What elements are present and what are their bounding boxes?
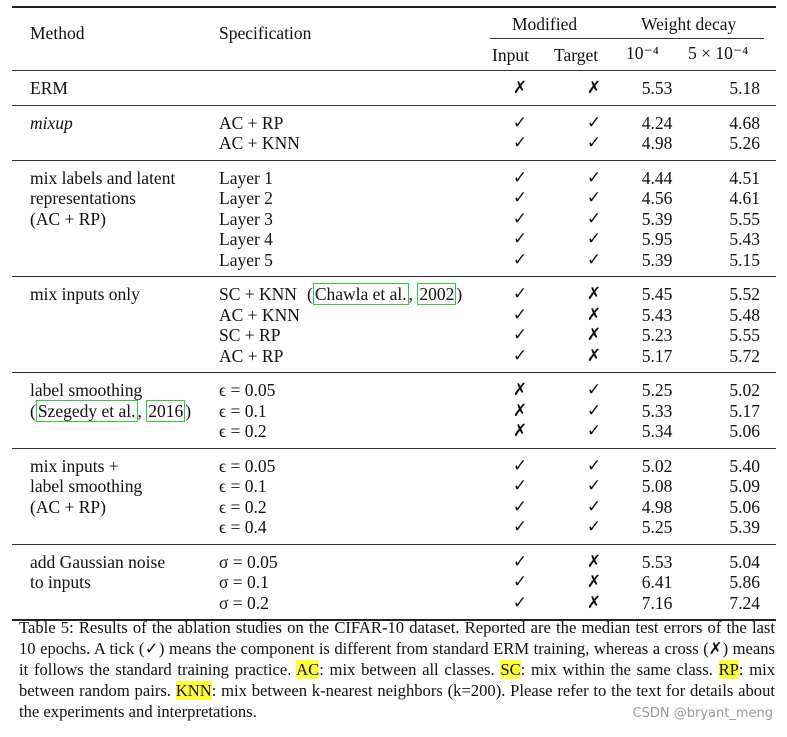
header-weight-decay: Weight decay [641, 14, 737, 34]
table-row [12, 229, 776, 250]
tick-icon: ✓ [586, 400, 602, 421]
caption-sc-def: : mix within the same class. [520, 660, 719, 679]
wd1-value: 5.95 [641, 229, 673, 249]
wd2-value: 5.48 [729, 304, 760, 325]
spec-cell: ϵ = 0.4 [219, 517, 267, 537]
caption-rp-def: : mix between random pairs. [19, 660, 776, 700]
wd1-value: 5.33 [641, 400, 673, 421]
tick-icon: ✓ [512, 284, 528, 304]
wd1-value: 5.43 [641, 304, 673, 325]
table-row [12, 497, 776, 518]
caption-knn: KNN [175, 681, 212, 700]
spec-cell: AC + RP [219, 345, 284, 366]
wd2-value: 5.06 [729, 496, 760, 517]
cross-icon: ✗ [512, 400, 528, 421]
wd2-value: 5.02 [729, 380, 760, 400]
table-row [12, 593, 776, 614]
caption-knn-def: : mix between k-nearest neighbors (k=200). Please refer to the text for details about the experiments and interpretations. [19, 681, 775, 721]
spec-cell: ϵ = 0.2 [219, 421, 267, 441]
wd2-value: 5.09 [729, 476, 760, 496]
wd1-value: 5.25 [641, 380, 673, 400]
spec-cell: ϵ = 0.05 [219, 380, 276, 400]
spec-cell: ϵ = 0.2 [219, 496, 267, 517]
table-row [12, 346, 776, 367]
method-label: (AC + RP) [30, 208, 106, 229]
header-wd1: 10⁻⁴ [626, 43, 659, 63]
tick-icon: ✓ [512, 496, 528, 517]
tick-icon: ✓ [512, 551, 528, 572]
wd2-value: 5.86 [729, 572, 760, 592]
citation-link[interactable]: Szegedy et al. [37, 400, 136, 421]
wd2-value: 5.55 [729, 325, 760, 345]
header-method: Method [30, 23, 85, 43]
header-modified: Modified [512, 14, 578, 34]
table-row [12, 305, 776, 326]
method-label: label smoothing [30, 380, 143, 400]
tick-icon: ✓ [586, 380, 602, 400]
tick-icon: ✓ [512, 455, 528, 476]
wd1-value: 5.23 [641, 325, 673, 345]
wd2-value: 5.43 [729, 229, 760, 249]
cross-icon: ✗ [586, 345, 602, 366]
table-row [12, 421, 776, 442]
wd2-value: 5.26 [729, 133, 760, 153]
caption-rp: RP [718, 660, 739, 679]
wd2-value: 7.24 [729, 592, 760, 613]
tick-icon: ✓ [512, 167, 528, 188]
spec-cell: AC + KNN [219, 133, 300, 153]
tick-icon: ✓ [586, 496, 602, 517]
cross-icon: ✗ [586, 304, 602, 325]
tick-icon: ✓ [512, 249, 528, 270]
tick-icon: ✓ [586, 476, 602, 496]
wd1-value: 5.02 [641, 455, 673, 476]
tick-icon: ✓ [586, 229, 602, 249]
tick-icon: ✓ [586, 421, 602, 441]
tick-icon: ✓ [512, 304, 528, 325]
spec-cell: SC + KNN [219, 284, 297, 304]
table-body [12, 71, 776, 619]
table-group [12, 106, 776, 160]
header-target: Target [554, 45, 599, 65]
method-label: mix inputs + [30, 455, 119, 476]
wd2-value: 4.61 [729, 188, 760, 208]
tick-icon: ✓ [586, 455, 602, 476]
tick-icon: ✓ [512, 517, 528, 537]
wd1-value: 6.41 [641, 572, 673, 592]
spec-citation: ( Chawla et al. , 2002 ) [307, 284, 463, 304]
table-row [12, 572, 776, 593]
table-group [12, 277, 776, 372]
wd1-value: 5.39 [641, 249, 673, 270]
tick-icon: ✓ [512, 345, 528, 366]
table-group [12, 373, 776, 448]
citation-link[interactable]: Chawla et al. [314, 284, 407, 304]
method-label: to inputs [30, 572, 91, 592]
tick-icon: ✓ [512, 325, 528, 345]
table-row [12, 552, 776, 573]
citation-year-link[interactable]: 2002 [419, 284, 455, 304]
wd2-value: 5.55 [729, 208, 760, 229]
header-wd2: 5 × 10⁻⁴ [688, 43, 749, 63]
wd2-value: 5.52 [729, 284, 760, 304]
table-row [12, 250, 776, 271]
table-row [12, 517, 776, 538]
watermark: CSDN @bryant_meng [632, 706, 773, 721]
tick-icon: ✓ [512, 229, 528, 249]
wd1-value: 4.98 [641, 496, 673, 517]
wd1-value: 5.39 [641, 208, 673, 229]
header-input: Input [492, 45, 529, 65]
spec-cell: Layer 1 [219, 167, 273, 188]
table-group [12, 161, 776, 277]
tick-icon: ✓ [586, 133, 602, 153]
wd2-value: 5.18 [729, 78, 760, 98]
modified-cmidrule [490, 38, 624, 39]
cross-icon: ✗ [586, 284, 602, 304]
wd2-value: 5.72 [729, 345, 760, 366]
wd2-value: 5.17 [729, 400, 760, 421]
caption-sc: SC [500, 660, 521, 679]
table-header-top [12, 8, 776, 42]
wd2-value: 5.15 [729, 249, 760, 270]
table-group [12, 449, 776, 544]
tick-icon: ✓ [586, 188, 602, 208]
wd1-value: 4.24 [641, 112, 673, 133]
wd1-value: 7.16 [641, 592, 673, 613]
table-group [12, 545, 776, 620]
wd1-value: 4.44 [641, 167, 673, 188]
cross-icon: ✗ [512, 380, 528, 400]
wd2-value: 5.06 [729, 421, 760, 441]
spec-cell: AC + KNN [219, 304, 300, 325]
cross-icon: ✗ [512, 421, 528, 441]
spec-cell: σ = 0.05 [219, 551, 278, 572]
method-label: (AC + RP) [30, 496, 106, 517]
wd1-value: 4.56 [641, 188, 673, 208]
spec-cell: Layer 5 [219, 249, 273, 270]
wd2-value: 4.51 [729, 167, 760, 188]
spec-cell: ϵ = 0.1 [219, 476, 267, 496]
table-group [12, 71, 776, 105]
tick-icon: ✓ [512, 112, 528, 133]
wd1-value: 5.34 [641, 421, 673, 441]
table-row [12, 78, 776, 99]
wd1-value: 4.98 [641, 133, 673, 153]
wd1-value: 5.08 [641, 476, 673, 496]
wd1-value: 5.53 [641, 551, 673, 572]
wd2-value: 5.40 [729, 455, 760, 476]
method-label: mixup [30, 112, 73, 133]
results-table [12, 6, 776, 621]
method-label: add Gaussian noise [30, 551, 166, 572]
tick-icon: ✓ [586, 112, 602, 133]
spec-cell: Layer 3 [219, 208, 273, 229]
table-row [12, 380, 776, 401]
method-label: mix labels and latent [30, 167, 176, 188]
tick-icon: ✓ [512, 208, 528, 229]
spec-cell: ϵ = 0.1 [219, 400, 267, 421]
method-label: mix inputs only [30, 284, 140, 304]
tick-icon: ✓ [512, 133, 528, 153]
tick-icon: ✓ [586, 517, 602, 537]
wd2-value: 5.04 [729, 551, 760, 572]
weight-decay-cmidrule [624, 38, 764, 39]
cross-icon: ✗ [512, 78, 528, 98]
table-row [12, 456, 776, 477]
tick-icon: ✓ [586, 167, 602, 188]
table-row [12, 476, 776, 497]
tick-icon: ✓ [512, 476, 528, 496]
table-row [12, 188, 776, 209]
spec-cell: σ = 0.2 [219, 592, 269, 613]
spec-cell: Layer 2 [219, 188, 273, 208]
wd1-value: 5.17 [641, 345, 673, 366]
cross-icon: ✗ [586, 325, 602, 345]
tick-icon: ✓ [512, 188, 528, 208]
cross-icon: ✗ [586, 592, 602, 613]
caption-ac-def: : mix between all classes. [319, 660, 501, 679]
citation-year-link[interactable]: 2016 [148, 400, 184, 421]
tick-icon: ✓ [586, 249, 602, 270]
spec-cell: Layer 4 [219, 229, 273, 249]
table-row [12, 284, 776, 305]
method-label: representations [30, 188, 136, 208]
wd2-value: 4.68 [729, 112, 760, 133]
wd1-value: 5.53 [641, 78, 673, 98]
spec-cell: ϵ = 0.05 [219, 455, 276, 476]
table-row [12, 401, 776, 422]
cross-icon: ✗ [586, 572, 602, 592]
cross-icon: ✗ [586, 78, 602, 98]
wd1-value: 5.25 [641, 517, 673, 537]
tick-icon: ✓ [512, 592, 528, 613]
table-row [12, 325, 776, 346]
method-label: label smoothing [30, 476, 143, 496]
tick-icon: ✓ [586, 208, 602, 229]
caption-text: Table 5: Results of the ablation studies on the CIFAR-10 dataset. Reported are the median test errors of the last 10 epochs. A tick (✓) means the component is different from standard ERM training, whereas a cross (✗) means it follows the standard training practice. [19, 618, 775, 679]
tick-icon: ✓ [512, 572, 528, 592]
header-specification: Specification [219, 23, 312, 43]
table-row [12, 209, 776, 230]
table-row [12, 113, 776, 134]
spec-cell: SC + RP [219, 325, 281, 345]
method-label: ERM [30, 78, 68, 98]
method-citation: ( Szegedy et al. , 2016 ) [30, 400, 192, 421]
caption-ac: AC [296, 660, 320, 679]
wd2-value: 5.39 [729, 517, 760, 537]
spec-cell: σ = 0.1 [219, 572, 269, 592]
cross-icon: ✗ [586, 551, 602, 572]
wd1-value: 5.45 [641, 284, 673, 304]
table-row [12, 168, 776, 189]
spec-cell: AC + RP [219, 112, 284, 133]
table-header-sub [12, 42, 776, 70]
table-row [12, 133, 776, 154]
